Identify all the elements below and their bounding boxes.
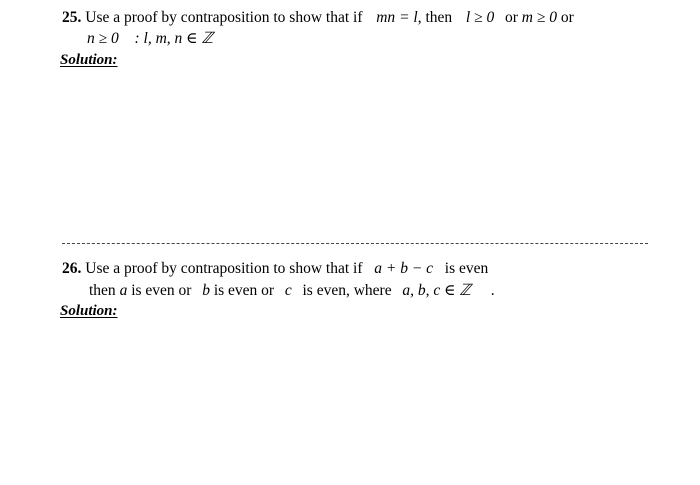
q26-number: 26.: [62, 260, 82, 277]
q26-math-c: c: [284, 282, 292, 299]
q26-period: .: [490, 282, 495, 299]
q25-or-2: or: [560, 9, 574, 26]
q26-math-expr: a + b − c: [374, 260, 434, 277]
q25-math-domain: : l, m, n ∈ ℤ: [134, 30, 214, 47]
q25-line-2: [87, 29, 213, 49]
q26-is-even: is even: [444, 260, 489, 277]
q26-solution-label: Solution:: [60, 303, 118, 319]
q25-or-1: or: [504, 9, 518, 26]
q25-text: Use a proof by contraposition to show that if: [85, 9, 363, 26]
q26-is-even-where: is even, where: [302, 282, 392, 299]
section-divider: [62, 243, 648, 244]
q26-math-set: a, b, c ∈ ℤ: [402, 282, 471, 299]
q25-solution-label: Solution:: [60, 52, 118, 68]
q26-line-1: [62, 259, 488, 279]
q25-then: , then: [417, 9, 453, 26]
q26-text: Use a proof by contraposition to show that if: [85, 260, 363, 277]
q25-math-l-geq: l ≥ 0: [465, 9, 495, 26]
q26-is-even-or-1: is even or: [131, 282, 192, 299]
q26-math-b: b: [202, 282, 210, 299]
q26-is-even-or-2: is even or: [213, 282, 275, 299]
q25-number: 25.: [62, 9, 82, 26]
q26-math-a: a: [119, 282, 128, 299]
q26-line-2: [89, 281, 495, 301]
q25-math-eq-l: = l: [399, 9, 418, 26]
q25-math-m-geq: m ≥ 0: [521, 9, 557, 26]
q26-then: then: [89, 282, 116, 299]
q25-line-1: [62, 8, 574, 28]
q25-math-n-geq: n ≥ 0: [87, 30, 119, 47]
q25-math-mn: mn: [376, 9, 396, 26]
